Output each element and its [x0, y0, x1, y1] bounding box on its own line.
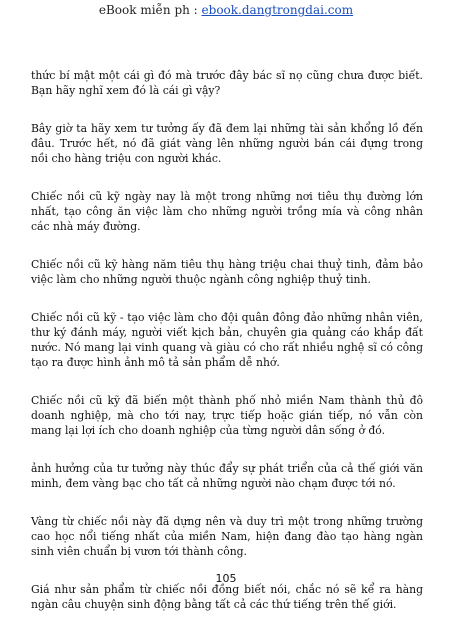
paragraph: Vàng từ chiếc nồi này đã dựng nên và duy trì một trong những trường cao học nổi tiếng nhất của miền Nam, hiện đang đào tạo hàng ngàn sinh viên chuẩn bị vươn tới thành công. — [31, 515, 423, 558]
paragraph: Chiếc nồi cũ kỹ hàng năm tiêu thụ hàng triệu chai thuỷ tinh, đảm bảo việc làm cho những người thuộc ngành công nghiệp thuỷ tinh. — [31, 258, 423, 286]
page-header — [0, 2, 452, 18]
paragraph: Giá như sản phẩm từ chiếc nồi đồng biết nói, chắc nó sẽ kể ra hàng ngàn câu chuyện sinh động bằng tất cả các thứ tiếng trên thế giới. — [31, 583, 423, 611]
paragraph: Chiếc nồi cũ kỹ ngày nay là một trong những nơi tiêu thụ đường lớn nhất, tạo công ăn việc làm cho những người trồng mía và công nhân các nhà máy đường. — [31, 190, 423, 233]
paragraph: Bây giờ ta hãy xem tư tưởng ấy đã đem lại những tài sản khổng lồ đến đâu. Trước hết, nó đã giát vàng lên những người bán cái đựng trong nồi cho hàng triệu con người khác. — [31, 122, 423, 165]
header-website-link[interactable]: ebook.dangtrongdai.com — [201, 3, 354, 17]
header-prefix: eBook miễn ph : — [98, 3, 202, 17]
paragraph: Chiếc nồi cũ kỹ đã biến một thành phố nhỏ miền Nam thành thủ đô doanh nghiệp, mà cho tới nay, trực tiếp hoặc gián tiếp, nó vẫn còn mang lại lợi ích cho doanh nghiệp của từng người dân sống ở đó. — [31, 394, 423, 437]
paragraph: thức bí mật một cái gì đó mà trước đây bác sĩ nọ cũng chưa được biết. Bạn hãy nghĩ xem đó là cái gì vậy? — [31, 69, 423, 97]
page-number: 105 — [215, 572, 237, 585]
body-text — [31, 68, 423, 635]
paragraph: Chiếc nồi cũ kỹ - tạo việc làm cho đội quân đông đảo những nhân viên, thư ký đánh máy, người viết kịch bản, chuyên gia quảng cáo khắp đất nước. Nó mang lại vinh quang và giàu có cho rất nhiều nghệ sĩ có công tạo ra được hình ảnh mô tả sản phẩm dễ nhớ. — [31, 311, 423, 369]
paragraph: ảnh hưởng của tư tưởng này thúc đẩy sự phát triển của cả thế giới văn minh, đem vàng bạc cho tất cả những người nào chạm được tới nó. — [31, 462, 423, 490]
